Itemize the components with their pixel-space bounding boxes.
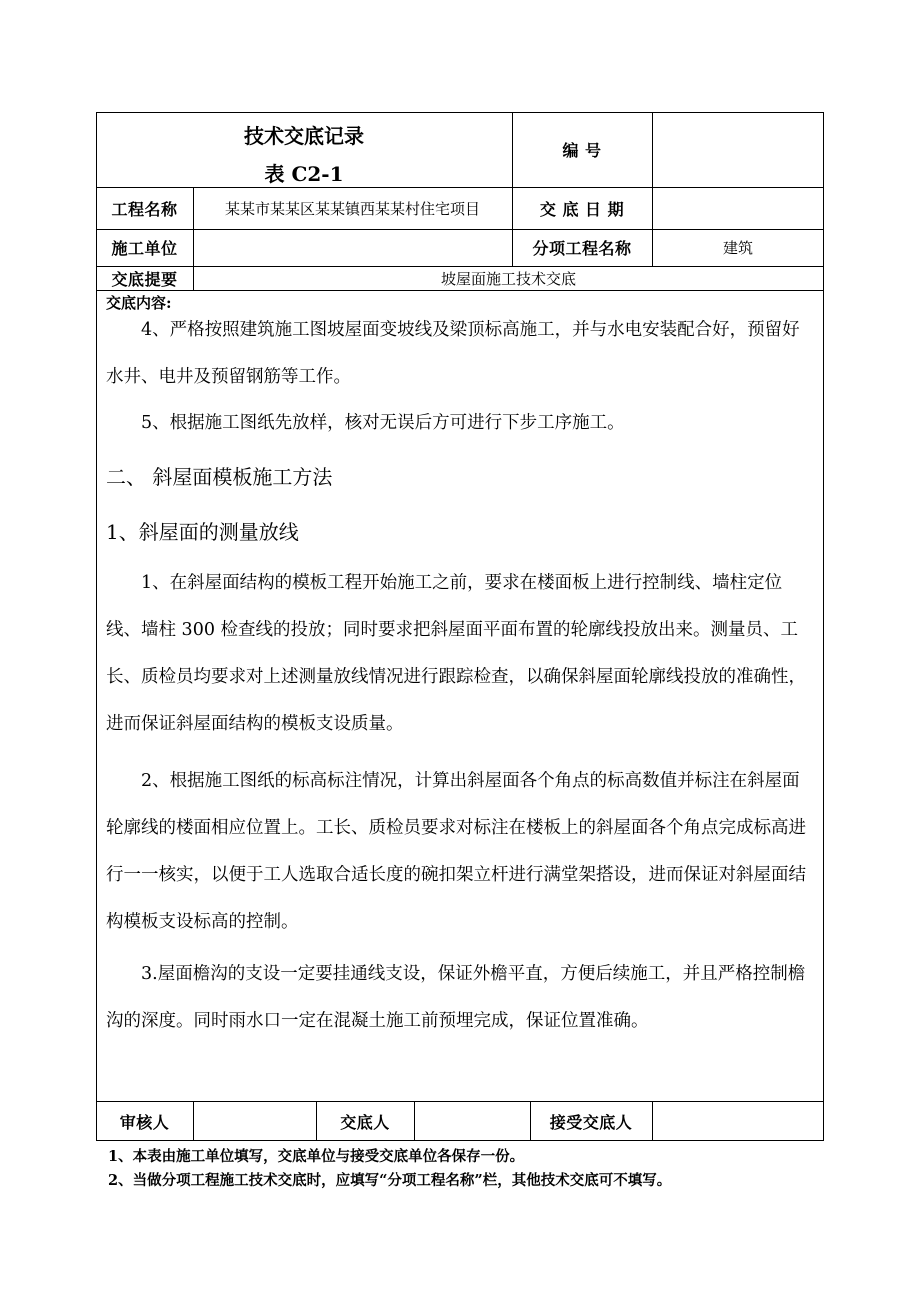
content-paragraph: 4、严格按照建筑施工图坡屋面变坡线及梁顶标高施工，并与水电安装配合好，预留好水井、电井及预留钢筋等工作。 (106, 320, 800, 387)
contractor-label: 施工单位 (111, 239, 178, 258)
footnote: 1、本表由施工单位填写，交底单位与接受交底单位各保存一份。 (108, 1148, 525, 1165)
presenter-label: 交底人 (340, 1112, 390, 1132)
content-paragraph: 3.屋面檐沟的支设一定要挂通线支设，保证外檐平直，方便后续施工，并且严格控制檐沟的深度。同时雨水口一定在混凝土施工前预埋完成，保证位置准确。 (106, 964, 806, 1031)
content-paragraph: 1、在斜屋面结构的模板工程开始施工之前，要求在楼面板上进行控制线、墙柱定位线、墙柱 300 检查线的投放；同时要求把斜屋面平面布置的轮廓线投放出来。测量员、工长、质检员均要求对上述测量放线情况进行跟踪检查，以确保斜屋面轮廓线投放的准确性，进而保证斜屋面结构的模板支设质量。 (106, 573, 806, 734)
date-value[interactable] (652, 187, 824, 229)
footnote: 2、当做分项工程施工技术交底时，应填写“分项工程名称”栏，其他技术交底可不填写。 (108, 1172, 672, 1189)
subproject-value[interactable]: 建筑 (722, 239, 753, 257)
number-value[interactable] (652, 112, 824, 187)
section-heading: 二、 斜屋面模板施工方法 (106, 465, 333, 489)
project-name-label: 工程名称 (111, 199, 178, 219)
receiver-signature[interactable] (652, 1101, 824, 1141)
reviewer-label: 审核人 (119, 1112, 170, 1132)
reviewer-signature[interactable] (193, 1101, 316, 1141)
content-paragraph: 2、根据施工图纸的标高标注情况，计算出斜屋面各个角点的标高数值并标注在斜屋面轮廓线的楼面相应位置上。工长、质检员要求对标注在楼板上的斜屋面各个角点完成标高进行一一核实，以便于工人选取合适长度的碗扣架立杆进行满堂架搭设，进而保证对斜屋面结构模板支设标高的控制。 (106, 771, 806, 932)
content-label: 交底内容: (106, 294, 172, 312)
subsection-heading: 1、斜屋面的测量放线 (106, 520, 299, 544)
presenter-signature[interactable] (414, 1101, 530, 1141)
contractor-value[interactable] (193, 229, 512, 266)
receiver-label: 接受交底人 (549, 1112, 633, 1132)
summary-value[interactable]: 坡屋面施工技术交底 (440, 269, 576, 288)
date-label: 交 底 日 期 (539, 199, 625, 219)
number-label: 编 号 (562, 141, 602, 160)
project-name-value[interactable]: 某某市某某区某某镇西某某村住宅项目 (224, 199, 480, 218)
content-paragraph: 5、根据施工图纸先放样，核对无误后方可进行下步工序施工。 (141, 413, 625, 433)
subproject-label: 分项工程名称 (532, 239, 632, 258)
summary-label: 交底提要 (111, 269, 178, 289)
form-number: 表 C2-1 (264, 162, 344, 186)
form-title: 技术交底记录 (244, 124, 364, 148)
row-divider (96, 290, 824, 291)
